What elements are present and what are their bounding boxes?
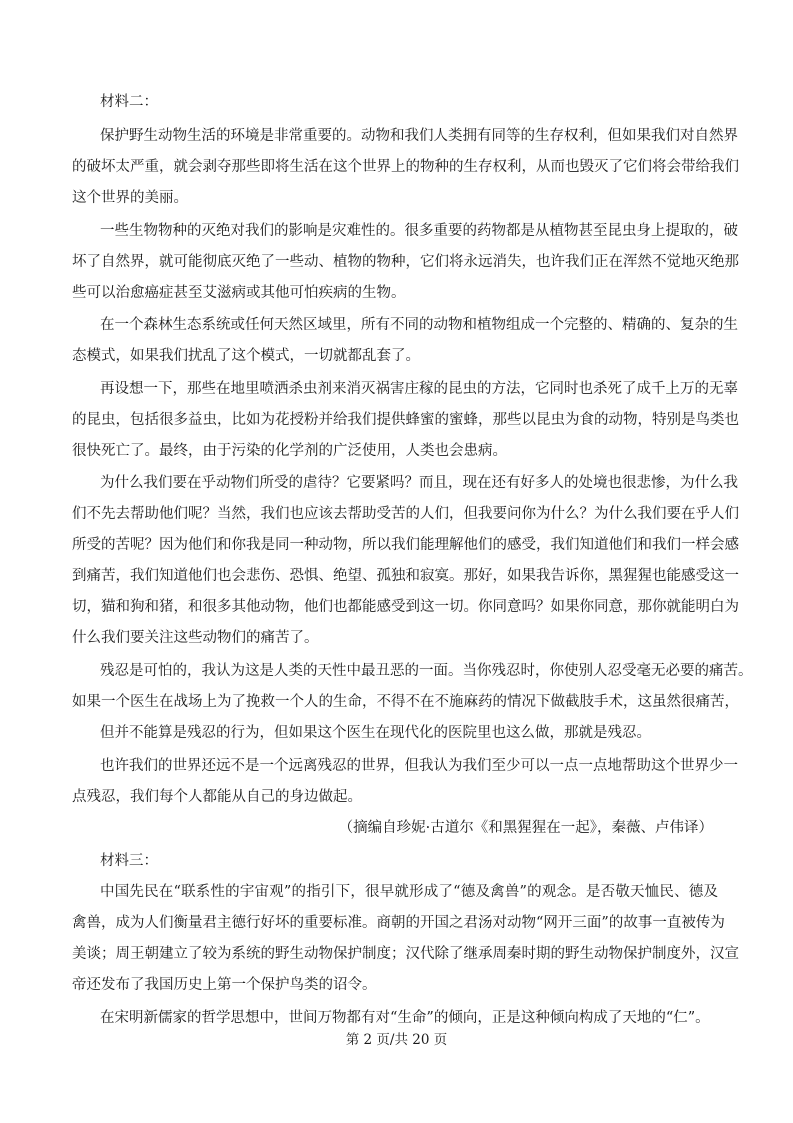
paragraph-line: 些可以治愈癌症甚至艾滋病或其他可怕疾病的生物。 [72,285,406,301]
paragraph-line: 美谈；周王朝建立了较为系统的野生动物保护制度；汉代除了继承周秦时期的野生动物保护制度外，汉宣 [72,946,739,962]
paragraph-line: 为什么我们要在乎动物们所受的虐待？它要紧吗？而且，现在还有好多人的处境也很悲惨，为什么我 [100,475,738,491]
paragraph-line: 什么我们要关注这些动物们的痛苦了。 [72,630,319,646]
paragraph-line: 但并不能算是残忍的行为，但如果这个医生在现代化的医院里也这么做，那就是残忍。 [100,725,651,741]
citation: （摘编自珍妮·古道尔《和黑猩猩在一起》，秦薇、卢伟译） [338,820,713,836]
paragraph-line: 点残忍，我们每个人都能从自己的身边做起。 [72,789,362,805]
paragraph-line: 很快死亡了。最终，由于污染的化学剂的广泛使用，人类也会患病。 [72,443,507,459]
paragraph-line: 残忍是可怕的，我认为这是人类的天性中最丑恶的一面。当你残忍时，你使别人忍受毫无必要的痛苦。 [100,663,753,679]
material3-heading: 材料三： [100,853,158,869]
paragraph-line: 帝还发布了我国历史上第一个保护鸟类的诏令。 [72,977,377,993]
paragraph-line: 禽兽，成为人们衡量君主德行好坏的重要标准。商朝的开国之君汤对动物“网开三面”的故事一直被传为 [72,915,725,931]
paragraph-line: 再设想一下，那些在地里喷洒杀虫剂来消灭祸害庄稼的昆虫的方法，它同时也杀死了成千上万的无辜 [100,381,738,397]
paragraph-line: 保护野生动物生活的环境是非常重要的。动物和我们人类拥有同等的生存权利，但如果我们对自然界 [100,128,738,144]
paragraph-line: 也许我们的世界还远不是一个远离残忍的世界，但我认为我们至少可以一点一点地帮助这个世界少一 [100,758,738,774]
paragraph-line: 坏了自然界，就可能彻底灭绝了一些动、植物的物种，它们将永远消失，也许我们正在浑然不觉地灭绝那 [72,254,739,270]
paragraph-line: 在一个森林生态系统或任何天然区域里，所有不同的动物和植物组成一个完整的、精确的、复杂的生 [100,317,738,333]
paragraph-line: 的昆虫，包括很多益虫，比如为花授粉并给我们提供蜂蜜的蜜蜂，那些以昆虫为食的动物，特别是鸟类也 [72,412,739,428]
paragraph-line: 切，猫和狗和猪，和很多其他动物，他们也都能感受到这一切。你同意吗？如果你同意，那你就能明白为 [72,599,739,615]
paragraph-line: 所受的苦呢？因为他们和你我是同一种动物，所以我们能理解他们的感受，我们知道他们和我们一样会感 [72,537,739,553]
material2-heading: 材料二： [100,94,158,110]
page-footer: 第 2 页/共 20 页 [345,1032,448,1048]
paragraph-line: 这个世界的美丽。 [72,190,188,206]
paragraph-line: 一些生物物种的灭绝对我们的影响是灾难性的。很多重要的药物都是从植物甚至昆虫身上提取的，破 [100,223,738,239]
paragraph-line: 态模式，如果我们扰乱了这个模式，一切就都乱套了。 [72,348,420,364]
paragraph-line: 如果一个医生在战场上为了挽救一个人的生命，不得不在不施麻药的情况下做截肢手术，这虽然很痛苦， [72,694,739,710]
paragraph-line: 中国先民在“联系性的宇宙观”的指引下，很早就形成了“德及禽兽”的观念。是否敬天恤民、德及 [100,884,718,900]
paragraph-line: 们不先去帮助他们呢？当然，我们也应该去帮助受苦的人们，但我要问你为什么？为什么我们要在乎人们 [72,506,739,522]
paragraph-line: 在宋明新儒家的哲学思想中，世间万物都有对“生命”的倾向，正是这种倾向构成了天地的“仁”。 [100,1010,710,1026]
paragraph-line: 到痛苦，我们知道他们也会悲伤、恐惧、绝望、孤独和寂寞。那好，如果我告诉你，黑猩猩也能感受这一 [72,568,739,584]
paragraph-line: 的破坏太严重，就会剥夺那些即将生活在这个世界上的物种的生存权利，从而也毁灭了它们将会带给我们 [72,159,739,175]
